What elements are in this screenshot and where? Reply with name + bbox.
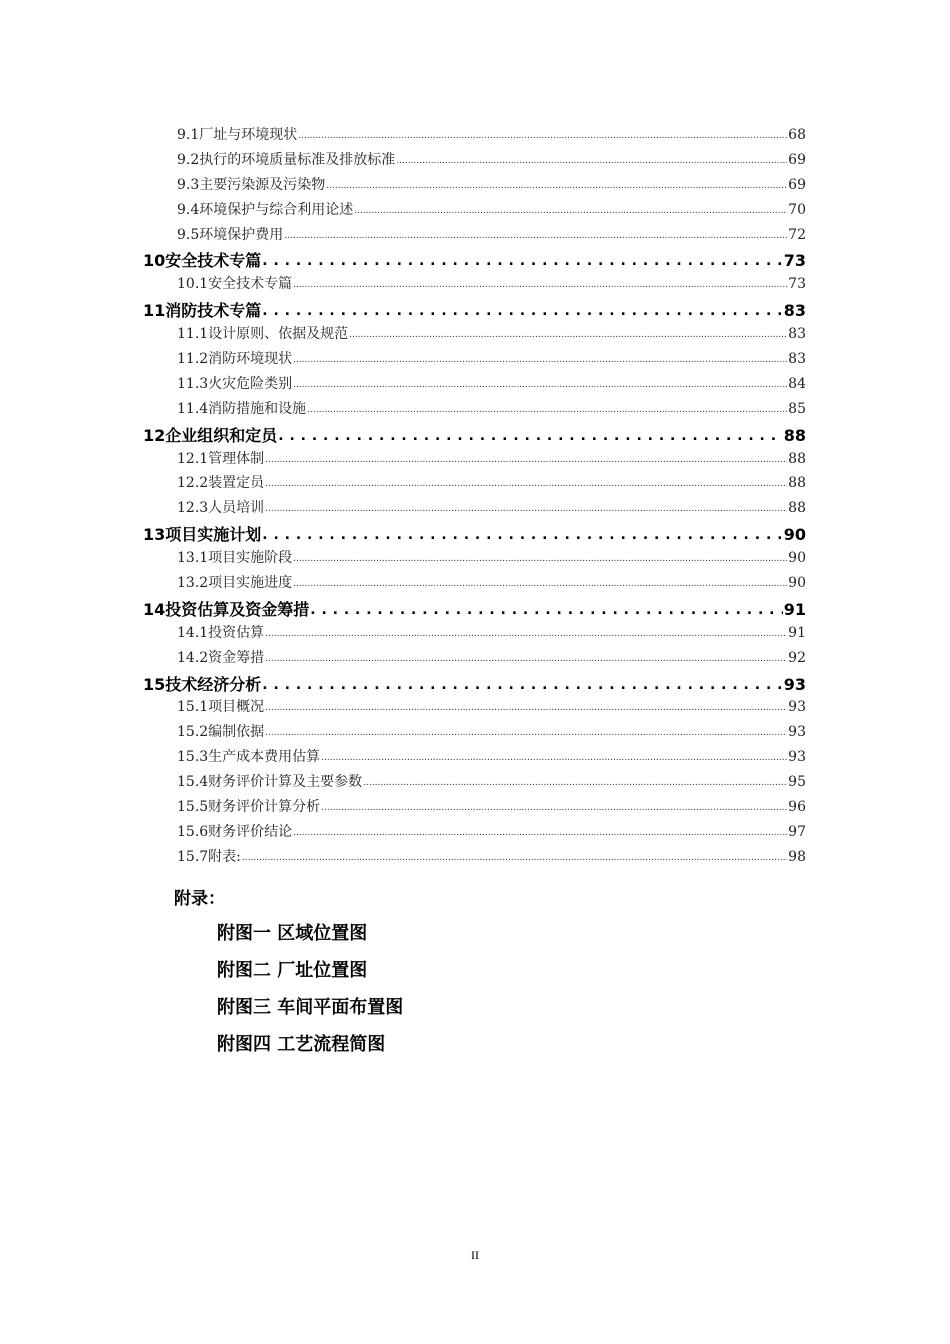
toc-entry-page: 73 [783, 251, 806, 271]
toc-entry-page: 73 [788, 276, 806, 293]
toc-dot-leader [265, 499, 787, 515]
toc-section-entry[interactable] [143, 448, 806, 473]
toc-dot-leader [307, 400, 787, 416]
toc-entry-page: 88 [788, 500, 806, 517]
toc-entry-page: 84 [788, 375, 806, 392]
toc-entry-page: 88 [788, 450, 806, 467]
toc-dot-leader [293, 275, 787, 291]
toc-dot-leader [265, 649, 787, 665]
toc-entry-page: 83 [788, 326, 806, 343]
toc-section-entry[interactable] [143, 497, 806, 522]
appendix-item: 附图三 车间平面布置图 [217, 997, 404, 1018]
toc-entry-title: 14投资估算及资金筹措 [143, 599, 310, 619]
toc-entry-title: 11消防技术专篇 [143, 301, 262, 321]
toc-entry-page: 93 [788, 699, 806, 716]
toc-chapter-entry[interactable] [143, 298, 806, 323]
toc-entry-title: 14.2资金筹措 [177, 649, 265, 666]
toc-entry-page: 93 [788, 749, 806, 766]
toc-dot-leader [262, 524, 782, 543]
toc-chapter-entry[interactable] [143, 597, 806, 622]
toc-entry-title: 9.3主要污染源及污染物 [177, 176, 326, 193]
toc-chapter-entry[interactable] [143, 522, 806, 547]
toc-entry-page: 88 [788, 475, 806, 492]
toc-dot-leader [262, 250, 782, 269]
toc-entry-page: 90 [788, 575, 806, 592]
toc-entry-title: 11.4消防措施和设施 [177, 400, 307, 417]
toc-section-entry[interactable] [143, 647, 806, 672]
toc-dot-leader [321, 748, 787, 764]
appendix-item: 附图四 工艺流程简图 [217, 1034, 386, 1055]
toc-dot-leader [396, 151, 787, 167]
toc-dot-leader [262, 300, 782, 319]
toc-entry-title: 13.2项目实施进度 [177, 575, 293, 592]
toc-entry-page: 91 [788, 624, 806, 641]
toc-entry-title: 9.4环境保护与综合利用论述 [177, 201, 354, 218]
toc-dot-leader [363, 773, 787, 789]
toc-section-entry[interactable] [143, 572, 806, 597]
toc-chapter-entry[interactable] [143, 248, 806, 273]
toc-entry-title: 9.5环境保护费用 [177, 226, 284, 243]
toc-entry-title: 15.4财务评价计算及主要参数 [177, 774, 363, 791]
toc-entry-title: 13项目实施计划 [143, 525, 262, 545]
toc-section-entry[interactable] [143, 199, 806, 224]
toc-entry-title: 12.2装置定员 [177, 475, 265, 492]
toc-section-entry[interactable] [143, 796, 806, 821]
page-number: II [471, 1248, 479, 1262]
toc-entry-page: 98 [788, 848, 806, 865]
toc-section-entry[interactable] [143, 398, 806, 423]
toc-entry-page: 83 [783, 301, 806, 321]
toc-section-entry[interactable] [143, 373, 806, 398]
toc-entry-page: 83 [788, 351, 806, 368]
toc-entry-page: 90 [788, 550, 806, 567]
toc-entry-title: 11.1设计原则、依据及规范 [177, 326, 349, 343]
toc-entry-page: 72 [788, 226, 806, 243]
toc-chapter-entry[interactable] [143, 423, 806, 448]
toc-entry-title: 9.1厂址与环境现状 [177, 127, 298, 143]
appendix-heading: 附录： [174, 889, 225, 909]
toc-entry-title: 10.1安全技术专篇 [177, 276, 293, 293]
appendix-list [217, 920, 403, 1068]
toc-entry-page: 85 [788, 400, 806, 417]
table-of-contents [143, 124, 806, 871]
toc-section-entry[interactable] [143, 472, 806, 497]
toc-entry-page: 93 [788, 724, 806, 741]
toc-entry-page: 68 [788, 127, 806, 143]
toc-section-entry[interactable] [143, 696, 806, 721]
toc-entry-title: 15.5财务评价计算分析 [177, 799, 321, 816]
toc-dot-leader [265, 474, 787, 490]
toc-entry-title: 15.3生产成本费用估算 [177, 749, 321, 766]
toc-dot-leader [293, 574, 787, 590]
toc-entry-title: 12企业组织和定员 [143, 425, 278, 445]
toc-dot-leader [242, 848, 787, 864]
toc-section-entry[interactable] [143, 846, 806, 871]
toc-entry-title: 10安全技术专篇 [143, 251, 262, 271]
toc-entry-page: 69 [788, 176, 806, 193]
toc-dot-leader [265, 624, 787, 640]
toc-entry-title: 11.3火灾危险类别 [177, 375, 293, 392]
toc-section-entry[interactable] [143, 124, 806, 149]
toc-section-entry[interactable] [143, 174, 806, 199]
toc-section-entry[interactable] [143, 224, 806, 249]
toc-entry-title: 12.1管理体制 [177, 450, 265, 467]
toc-entry-page: 70 [788, 201, 806, 218]
toc-entry-page: 88 [783, 425, 806, 445]
toc-dot-leader [284, 226, 787, 242]
toc-dot-leader [293, 549, 787, 565]
toc-entry-title: 11.2消防环境现状 [177, 351, 293, 368]
toc-dot-leader [265, 450, 787, 466]
toc-entry-page: 95 [788, 774, 806, 791]
toc-dot-leader [349, 325, 787, 341]
toc-dot-leader [262, 674, 782, 693]
toc-dot-leader [326, 176, 787, 192]
appendix-item: 附图二 厂址位置图 [217, 960, 368, 981]
toc-section-entry[interactable] [143, 273, 806, 298]
toc-dot-leader [298, 126, 787, 142]
toc-section-entry[interactable] [143, 771, 806, 796]
toc-dot-leader [310, 599, 782, 618]
toc-dot-leader [278, 425, 782, 444]
toc-entry-page: 92 [788, 649, 806, 666]
toc-entry-page: 69 [788, 151, 806, 168]
toc-chapter-entry[interactable] [143, 672, 806, 697]
toc-entry-page: 96 [788, 799, 806, 816]
toc-dot-leader [321, 798, 787, 814]
toc-entry-title: 14.1投资估算 [177, 624, 265, 641]
toc-dot-leader [293, 823, 787, 839]
toc-entry-page: 91 [783, 599, 806, 619]
appendix-item: 附图一 区域位置图 [217, 923, 368, 944]
toc-section-entry[interactable] [143, 622, 806, 647]
toc-dot-leader [265, 698, 787, 714]
toc-entry-title: 15.1项目概况 [177, 699, 265, 716]
toc-dot-leader [265, 723, 787, 739]
toc-entry-page: 90 [783, 525, 806, 545]
toc-section-entry[interactable] [143, 547, 806, 572]
toc-entry-title: 15技术经济分析 [143, 674, 262, 694]
toc-section-entry[interactable] [143, 821, 806, 846]
toc-entry-page: 93 [783, 674, 806, 694]
toc-entry-title: 13.1项目实施阶段 [177, 550, 293, 567]
toc-entry-page: 97 [788, 823, 806, 840]
toc-section-entry[interactable] [143, 149, 806, 174]
toc-section-entry[interactable] [143, 746, 806, 771]
toc-section-entry[interactable] [143, 348, 806, 373]
toc-entry-title: 12.3人员培训 [177, 500, 265, 517]
toc-entry-title: 15.6财务评价结论 [177, 823, 293, 840]
toc-entry-title: 15.7附表: [177, 848, 241, 865]
toc-dot-leader [293, 350, 787, 366]
toc-section-entry[interactable] [143, 721, 806, 746]
toc-entry-title: 9.2执行的环境质量标准及排放标准 [177, 151, 396, 168]
toc-section-entry[interactable] [143, 323, 806, 348]
toc-dot-leader [293, 375, 787, 391]
toc-dot-leader [354, 201, 787, 217]
toc-entry-title: 15.2编制依据 [177, 724, 265, 741]
